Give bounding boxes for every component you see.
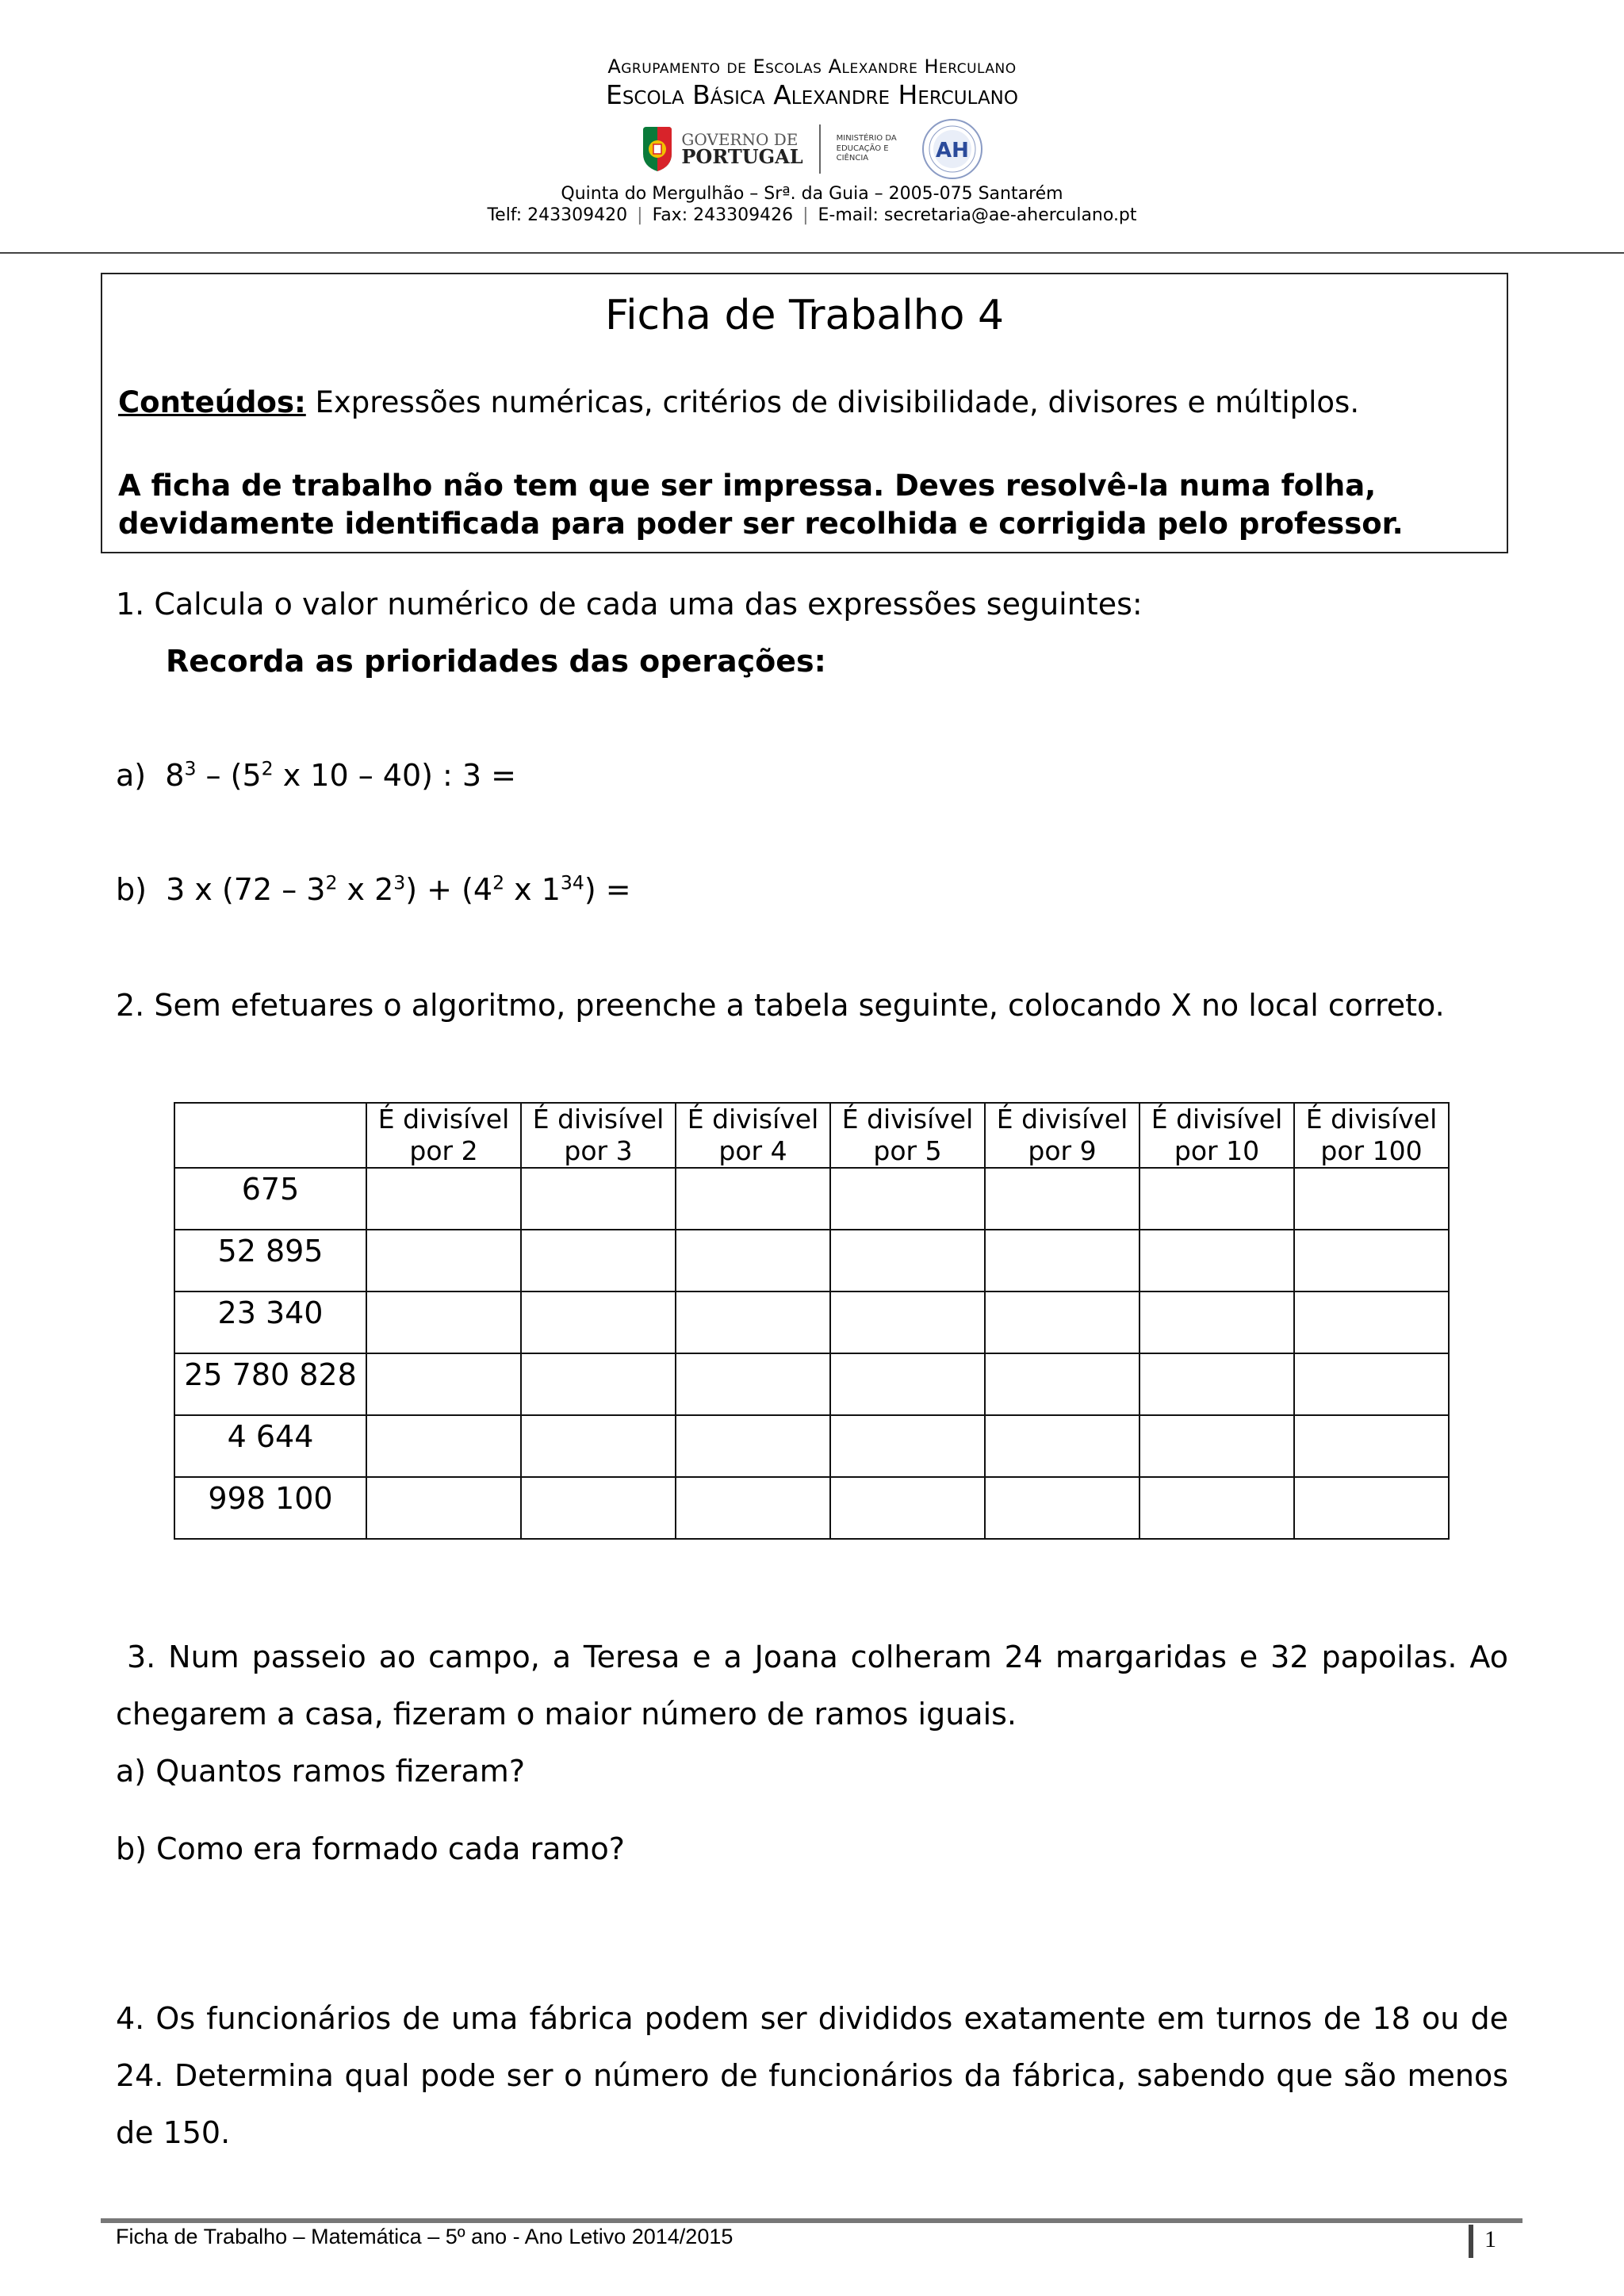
answer-cell[interactable] [366, 1168, 521, 1230]
school-seal-icon [921, 117, 984, 181]
footer-page-bar [1469, 2225, 1473, 2258]
page-number: 1 [1484, 2226, 1496, 2252]
government-logo [640, 125, 802, 173]
question-2: 2. Sem efetuares o algoritmo, preenche a tabela seguinte, colocando X no local correto. [116, 988, 1445, 1023]
answer-cell[interactable] [1294, 1292, 1449, 1353]
answer-cell[interactable] [676, 1230, 830, 1292]
header-logos [0, 117, 1624, 181]
answer-cell[interactable] [1294, 1353, 1449, 1415]
fax: Fax: 243309426 [652, 205, 794, 225]
school-contacts: Telf: 243309420 | Fax: 243309426 | E-mail: secretaria@ae-aherculano.pt [487, 205, 1137, 225]
answer-cell[interactable] [676, 1415, 830, 1477]
number-cell: 25 780 828 [174, 1353, 366, 1415]
header-divider [0, 252, 1624, 254]
logo-divider [819, 124, 821, 174]
answer-cell[interactable] [1139, 1292, 1294, 1353]
question-4: 4. Os funcionários de uma fábrica podem ser divididos exatamente em turnos de 18 ou de 24. Determina qual pode ser o número de funcionários da fábrica, sabendo que são menos de 150. [116, 2001, 1508, 2150]
table-row [174, 1230, 1449, 1292]
answer-cell[interactable] [366, 1415, 521, 1477]
divisibility-table [174, 1102, 1450, 1540]
answer-cell[interactable] [521, 1477, 676, 1539]
table-header: É divisível por 4 [676, 1103, 830, 1168]
question-1-hint: Recorda as prioridades das operações: [166, 644, 826, 679]
table-row [174, 1415, 1449, 1477]
answer-cell[interactable] [830, 1230, 985, 1292]
answer-cell[interactable] [1139, 1477, 1294, 1539]
answer-cell[interactable] [985, 1353, 1139, 1415]
contents-line [118, 385, 1359, 419]
table-header: É divisível por 9 [985, 1103, 1139, 1168]
answer-cell[interactable] [366, 1353, 521, 1415]
instructions-note: A ficha de trabalho não tem que ser impressa. Deves resolvê-la numa folha, devidamente identificada para poder ser recolhida e corrigida pelo professor. [118, 469, 1404, 541]
table-header: É divisível por 5 [830, 1103, 985, 1168]
footer-divider [101, 2218, 1522, 2223]
answer-cell[interactable] [830, 1292, 985, 1353]
gov-logo-line1: GOVERNO DE [681, 130, 799, 149]
answer-cell[interactable] [676, 1168, 830, 1230]
answer-cell[interactable] [521, 1415, 676, 1477]
answer-cell[interactable] [985, 1415, 1139, 1477]
number-cell: 4 644 [174, 1415, 366, 1477]
table-row [174, 1168, 1449, 1230]
question-1b: b) 3 x ($72 - 3^2$ x $2^3) + (4^2$ x $1^{34}$) = [116, 871, 631, 907]
portugal-shield-icon [640, 125, 675, 173]
table-header-row [174, 1103, 1449, 1168]
answer-cell[interactable] [676, 1353, 830, 1415]
school-address: Quinta do Mergulhão – Srª. da Guia – 2005-075 Santarém [561, 184, 1063, 204]
answer-cell[interactable] [1294, 1477, 1449, 1539]
question-1a: a) $8^3 - (5^2$ x 10 – 40) : 3 = [116, 757, 517, 793]
answer-cell[interactable] [676, 1477, 830, 1539]
answer-cell[interactable] [830, 1353, 985, 1415]
question-3 [116, 1628, 1508, 1877]
number-cell: 52 895 [174, 1230, 366, 1292]
answer-cell[interactable] [985, 1168, 1139, 1230]
table-header: É divisível por 3 [521, 1103, 676, 1168]
answer-cell[interactable] [1139, 1168, 1294, 1230]
table-row [174, 1477, 1449, 1539]
table-row [174, 1353, 1449, 1415]
answer-cell[interactable] [1139, 1415, 1294, 1477]
answer-cell[interactable] [521, 1353, 676, 1415]
number-cell: 23 340 [174, 1292, 366, 1353]
answer-cell[interactable] [1294, 1230, 1449, 1292]
answer-cell[interactable] [830, 1477, 985, 1539]
table-header: É divisível por 2 [366, 1103, 521, 1168]
question-3-text: 3. Num passeio ao campo, a Teresa e a Joana colheram 24 margaridas e 32 papoilas. Ao chegarem a casa, fizeram o maior número de ramos iguais. [116, 1640, 1508, 1732]
answer-cell[interactable] [985, 1230, 1139, 1292]
answer-cell[interactable] [1139, 1230, 1294, 1292]
school-name: Escola Básica Alexandre Herculano [605, 79, 1018, 110]
table-header: É divisível por 10 [1139, 1103, 1294, 1168]
answer-cell[interactable] [521, 1168, 676, 1230]
number-cell: 998 100 [174, 1477, 366, 1539]
answer-cell[interactable] [1294, 1168, 1449, 1230]
answer-cell[interactable] [366, 1477, 521, 1539]
email: E-mail: secretaria@ae-aherculano.pt [818, 205, 1137, 225]
title-box [101, 273, 1508, 553]
question-3b: b) Como era formado cada ramo? [116, 1831, 625, 1866]
table-corner-cell [174, 1103, 366, 1168]
school-group-name: Agrupamento de Escolas Alexandre Herculano [607, 55, 1017, 78]
answer-cell[interactable] [676, 1292, 830, 1353]
table-row [174, 1292, 1449, 1353]
contents-label: Conteúdos: [118, 385, 306, 419]
answer-cell[interactable] [985, 1292, 1139, 1353]
question-3a: a) Quantos ramos fizeram? [116, 1754, 525, 1789]
question-1: 1. Calcula o valor numérico de cada uma das expressões seguintes: [116, 587, 1143, 622]
answer-cell[interactable] [366, 1230, 521, 1292]
answer-cell[interactable] [521, 1292, 676, 1353]
answer-cell[interactable] [366, 1292, 521, 1353]
gov-logo-line2: PORTUGAL [681, 145, 803, 168]
ministry-label: MINISTÉRIO DA EDUCAÇÃO E CIÊNCIA [836, 134, 897, 163]
answer-cell[interactable] [1139, 1353, 1294, 1415]
phone: Telf: 243309420 [487, 205, 628, 225]
school-seal-text: AH [935, 139, 969, 163]
number-cell: 675 [174, 1168, 366, 1230]
answer-cell[interactable] [1294, 1415, 1449, 1477]
answer-cell[interactable] [830, 1168, 985, 1230]
answer-cell[interactable] [830, 1415, 985, 1477]
answer-cell[interactable] [985, 1477, 1139, 1539]
answer-cell[interactable] [521, 1230, 676, 1292]
table-header: É divisível por 100 [1294, 1103, 1449, 1168]
contents-text: Expressões numéricas, critérios de divisibilidade, divisores e múltiplos. [305, 385, 1360, 419]
footer-text: Ficha de Trabalho – Matemática – 5º ano - Ano Letivo 2014/2015 [116, 2225, 733, 2248]
worksheet-title: Ficha de Trabalho 4 [604, 292, 1005, 339]
